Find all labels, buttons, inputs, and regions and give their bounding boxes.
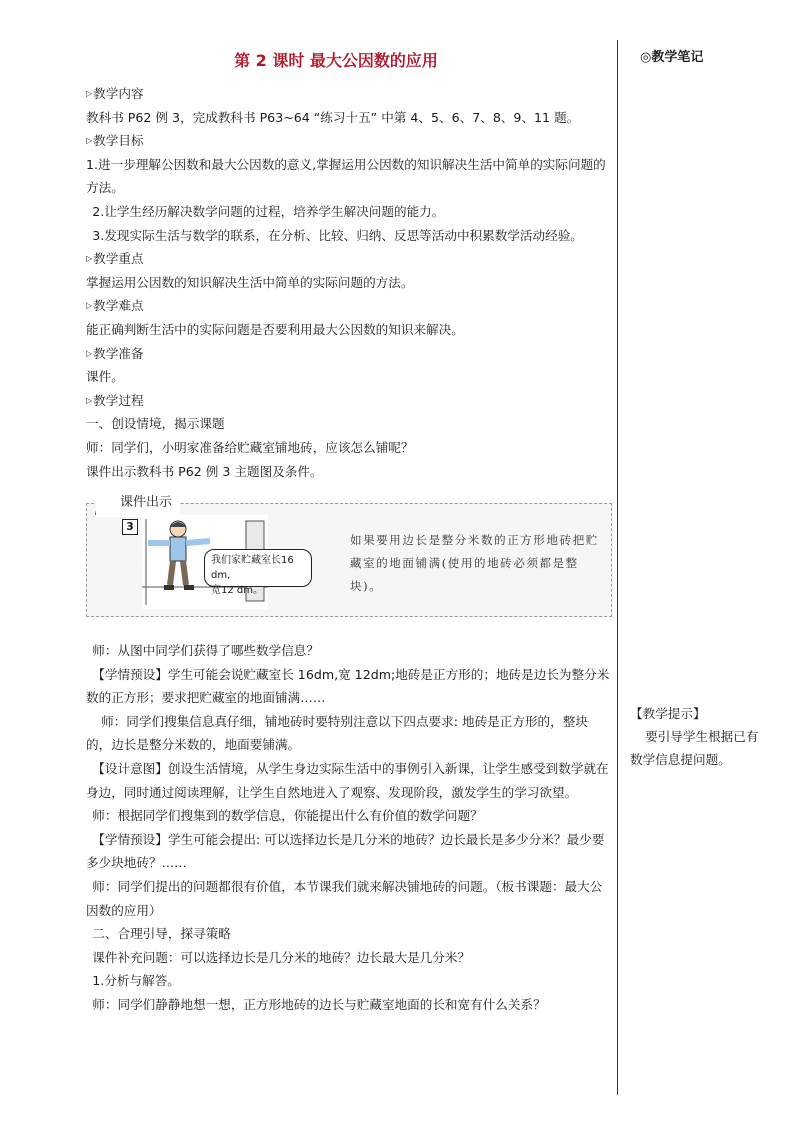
lesson-title: 第 2 课时 最大公因数的应用 bbox=[234, 51, 438, 70]
section-heading-content bbox=[86, 82, 612, 106]
paragraph: 掌握运用公因数的知识解决生活中简单的实际问题的方法。 bbox=[86, 274, 414, 290]
section-heading-difficulty bbox=[86, 294, 612, 318]
paragraph: 【学情预设】学生可能会说贮藏室长 16dm,宽 12dm;地砖是正方形的；地砖是边长为整分米数的正方形；要求把贮藏室的地面铺满…… bbox=[86, 666, 610, 706]
paragraph: 教科书 P62 例 3，完成教科书 P63~64 “练习十五” 中第 4、5、6、7、8、9、11 题。 bbox=[86, 109, 580, 125]
part-title: 一、创设情境，揭示课题 bbox=[86, 416, 225, 432]
tip-title: 【教学提示】 bbox=[630, 706, 706, 721]
paragraph: 课件出示教科书 P62 例 3 主题图及条件。 bbox=[86, 463, 323, 479]
heading-text: 教学过程 bbox=[93, 392, 144, 408]
heading-text: 教学准备 bbox=[93, 345, 144, 361]
section-heading-focus bbox=[86, 247, 612, 271]
main-content bbox=[86, 82, 612, 1017]
section-heading-process bbox=[86, 389, 612, 413]
paragraph: 课件。 bbox=[86, 369, 124, 385]
speech-bubble bbox=[204, 549, 312, 597]
paragraph: 师：从图中同学们获得了哪些数学信息？ bbox=[92, 643, 319, 659]
tip-text: 要引导学生根据已有数学信息提问题。 bbox=[630, 729, 759, 767]
speech-line: 我们家贮藏室长16 dm, bbox=[211, 555, 294, 582]
section-heading-goals bbox=[86, 129, 612, 153]
paragraph: 1.分析与解答。 bbox=[92, 973, 180, 989]
triangle-bullet-icon: ▷ bbox=[86, 89, 93, 98]
paragraph: 【设计意图】创设生活情境，从学生身边实际生活中的事例引入新课，让学生感受到数学就在身边，同时通过阅读理解，让学生自然地进入了观察、发现阶段，激发学生的学习欲望。 bbox=[86, 761, 609, 800]
triangle-bullet-icon: ▷ bbox=[86, 301, 93, 311]
triangle-bullet-icon: ▷ bbox=[86, 254, 93, 264]
speech-line: 宽12 dm。 bbox=[211, 585, 263, 597]
paragraph: 师：同学们静静地想一想，正方形地砖的边长与贮藏室地面的长和宽有什么关系？ bbox=[92, 997, 546, 1012]
part-title: 二、合理引导，探寻策略 bbox=[92, 926, 231, 942]
notes-column-header: ◎教学笔记 bbox=[640, 50, 704, 65]
courseware-figure bbox=[86, 489, 612, 633]
heading-text: 教学目标 bbox=[93, 133, 144, 149]
paragraph: 能正确判断生活中的实际问题是否要利用最大公因数的知识来解决。 bbox=[86, 321, 464, 337]
goal-item: 2.让学生经历解决数学问题的过程，培养学生解决问题的能力。 bbox=[92, 203, 445, 219]
paragraph: 课件补充问题：可以选择边长是几分米的地砖？边长最大是几分米？ bbox=[92, 949, 471, 965]
teaching-tip bbox=[630, 702, 762, 771]
goal-item: 3.发现实际生活与数学的联系，在分析、比较、归纳、反思等活动中积累数学活动经验。 bbox=[92, 227, 583, 243]
goal-item: 1.进一步理解公因数和最大公因数的意义,掌握运用公因数的知识解决生活中简单的实际问题的方法。 bbox=[86, 156, 606, 196]
paragraph: 师：同学们搜集信息真仔细，铺地砖时要特别注意以下四点要求: 地砖是正方形的，整块的，边长是整分米数的，地面要铺满。 bbox=[86, 713, 588, 753]
paragraph: 师：同学们提出的问题都很有价值，本节课我们就来解决铺地砖的问题。（板书课题：最大公因数的应用） bbox=[86, 879, 603, 918]
section-heading-prep bbox=[86, 342, 612, 366]
column-divider bbox=[617, 40, 618, 1095]
heading-text: 教学内容 bbox=[93, 86, 144, 101]
example-number: 3 bbox=[122, 519, 138, 535]
paragraph: 师：同学们，小明家准备给贮藏室铺地砖，应该怎么铺呢？ bbox=[86, 439, 414, 455]
heading-text: 教学重点 bbox=[93, 251, 144, 267]
heading-text: 教学难点 bbox=[93, 298, 144, 314]
triangle-bullet-icon: ▷ bbox=[86, 395, 93, 405]
figure-tab-label: 课件出示 bbox=[96, 489, 180, 517]
triangle-bullet-icon: ▷ bbox=[86, 136, 93, 146]
figure-problem-text: 如果要用边长是整分米数的正方形地砖把贮藏室的地面铺满(使用的地砖必须都是整块)。 bbox=[350, 533, 599, 594]
triangle-bullet-icon: ▷ bbox=[86, 348, 93, 358]
paragraph: 师：根据同学们搜集到的数学信息，你能提出什么有价值的数学问题？ bbox=[92, 808, 483, 824]
paragraph: 【学情预设】学生可能会提出: 可以选择边长是几分米的地砖？边长最长是多少分米？最少要多少块地砖？…… bbox=[86, 831, 605, 871]
